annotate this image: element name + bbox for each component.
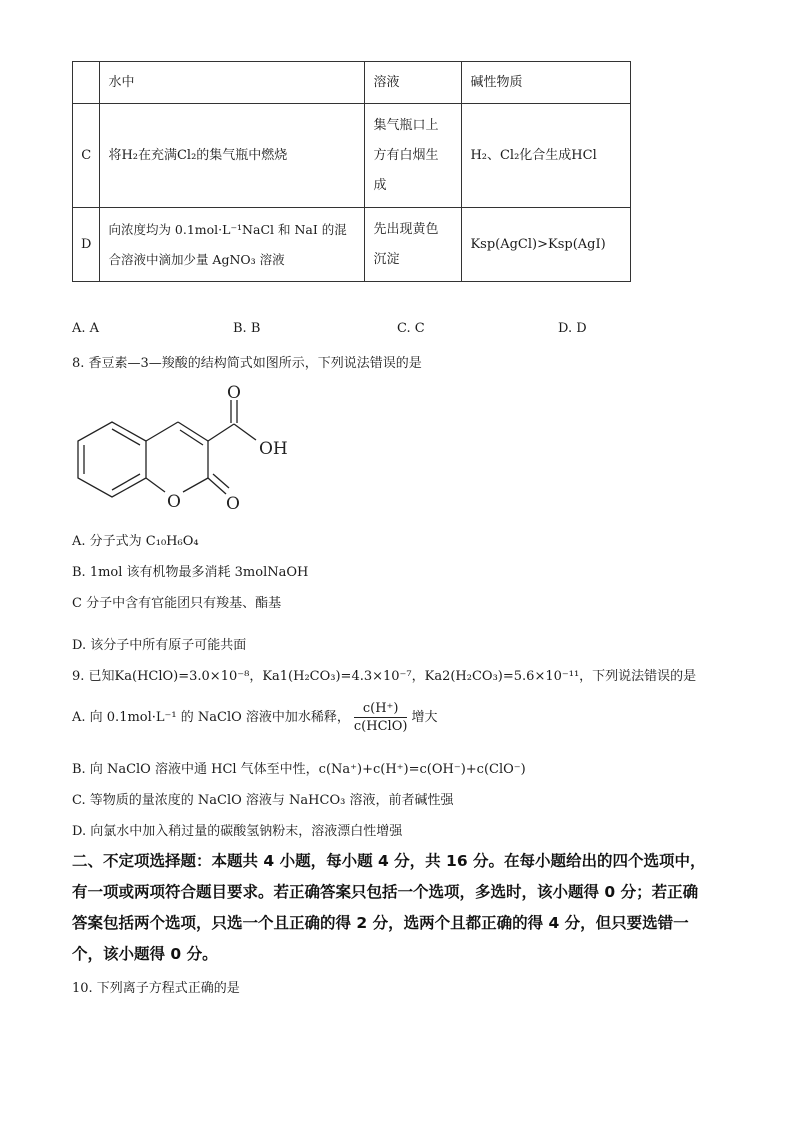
fraction-numerator: c(H⁺) bbox=[354, 700, 408, 718]
section-line: 个，该小题得 0 分。 bbox=[72, 945, 218, 963]
operation-line: 向浓度均为 0.1mol·L⁻¹NaCl 和 NaI 的混 bbox=[108, 221, 347, 237]
experiment-table bbox=[72, 61, 631, 282]
row-label: D bbox=[73, 208, 100, 282]
structure-bonds bbox=[78, 400, 256, 497]
header-cell-conclusion: 碱性物质 bbox=[462, 62, 631, 104]
table-row bbox=[73, 104, 631, 208]
header-cell-label bbox=[73, 62, 100, 104]
q9-option-a[interactable] bbox=[72, 700, 437, 735]
row-conclusion: H₂、Cl₂化合生成HCl bbox=[462, 104, 631, 208]
q10-stem: 10. 下列离子方程式正确的是 bbox=[72, 981, 240, 996]
section-line: 有一项或两项符合题目要求。若正确答案只包括一个选项，多选时，该小题得 0 分；若正确 bbox=[72, 883, 699, 901]
operation-line: 合溶液中滴加少量 AgNO₃ 溶液 bbox=[108, 251, 285, 267]
row-conclusion: Ksp(AgCl)>Ksp(AgI) bbox=[462, 208, 631, 282]
table-header-row bbox=[73, 62, 631, 104]
table-row bbox=[73, 208, 631, 282]
atom-label-o: O bbox=[167, 492, 181, 512]
bond bbox=[208, 424, 234, 441]
q8-option-d[interactable]: D. 该分子中所有原子可能共面 bbox=[72, 638, 247, 653]
q9-option-b[interactable]: B. 向 NaClO 溶液中通 HCl 气体至中性，c(Na⁺)+c(H⁺)=c(OH⁻)+c(ClO⁻) bbox=[72, 762, 526, 777]
phenomenon-line: 集气瓶口上 bbox=[373, 117, 439, 133]
inner-double-bond bbox=[112, 429, 140, 445]
phenomenon-line: 方有白烟生 bbox=[373, 147, 439, 163]
bond bbox=[234, 424, 256, 440]
atom-label-oh: OH bbox=[259, 439, 288, 459]
bond bbox=[146, 478, 165, 492]
header-cell-phenomenon: 溶液 bbox=[365, 62, 462, 104]
row-phenomenon bbox=[365, 208, 462, 282]
q9-stem: 9. 已知Ka(HClO)=3.0×10⁻⁸，Ka1(H₂CO₃)=4.3×10⁻⁷，Ka2(H₂CO₃)=5.6×10⁻¹¹，下列说法错误的是 bbox=[72, 669, 697, 684]
carbonyl-bond bbox=[213, 474, 229, 488]
q8-option-c[interactable]: C 分子中含有官能团只有羧基、酯基 bbox=[72, 596, 282, 611]
carbonyl-bond bbox=[208, 478, 226, 494]
phenomenon-line: 先出现黄色 bbox=[373, 221, 439, 237]
header-cell-operation: 水中 bbox=[100, 62, 365, 104]
row-label: C bbox=[73, 104, 100, 208]
section-2-instructions bbox=[72, 846, 722, 970]
atom-label-o: O bbox=[227, 383, 241, 403]
fraction-denominator: c(HClO) bbox=[353, 719, 408, 734]
section-line: 答案包括两个选项，只选一个且正确的得 2 分，选两个且都正确的得 4 分，但只要选错一 bbox=[72, 914, 689, 932]
phenomenon-line: 成 bbox=[373, 177, 387, 193]
choice-c[interactable]: C. C bbox=[397, 321, 425, 336]
bond bbox=[146, 422, 178, 441]
q8-option-a[interactable]: A. 分子式为 C₁₀H₆O₄ bbox=[72, 534, 199, 549]
row-operation bbox=[100, 208, 365, 282]
q9-option-c[interactable]: C. 等物质的量浓度的 NaClO 溶液与 NaHCO₃ 溶液，前者碱性强 bbox=[72, 793, 454, 808]
row-operation: 将H₂在充满Cl₂的集气瓶中燃烧 bbox=[100, 104, 365, 208]
q8-option-b[interactable]: B. 1mol 该有机物最多消耗 3molNaOH bbox=[72, 565, 309, 580]
choice-d[interactable]: D. D bbox=[558, 321, 587, 336]
option-a-prefix: A. 向 0.1mol·L⁻¹ 的 NaClO 溶液中加水稀释， bbox=[72, 710, 350, 725]
benzene-ring bbox=[78, 422, 146, 497]
q8-stem: 8. 香豆素—3—羧酸的结构简式如图所示，下列说法错误的是 bbox=[72, 356, 422, 371]
inner-double-bond bbox=[112, 474, 140, 490]
atom-label-o: O bbox=[226, 494, 240, 514]
option-a-suffix: 增大 bbox=[411, 710, 438, 725]
choice-b[interactable]: B. B bbox=[233, 321, 261, 336]
inner-double-bond bbox=[180, 430, 203, 445]
row-phenomenon bbox=[365, 104, 462, 208]
q7-choices bbox=[72, 321, 672, 341]
section-line: 二、不定项选择题：本题共 4 小题，每小题 4 分，共 16 分。在每小题给出的四个选项中， bbox=[72, 852, 706, 870]
fraction bbox=[354, 700, 408, 735]
choice-a[interactable]: A. A bbox=[72, 321, 100, 336]
coumarin-3-carboxylic-acid-structure bbox=[70, 380, 300, 520]
bond bbox=[183, 478, 208, 492]
phenomenon-line: 沉淀 bbox=[373, 251, 400, 267]
q9-option-d[interactable]: D. 向氯水中加入稍过量的碳酸氢钠粉末，溶液漂白性增强 bbox=[72, 824, 403, 839]
